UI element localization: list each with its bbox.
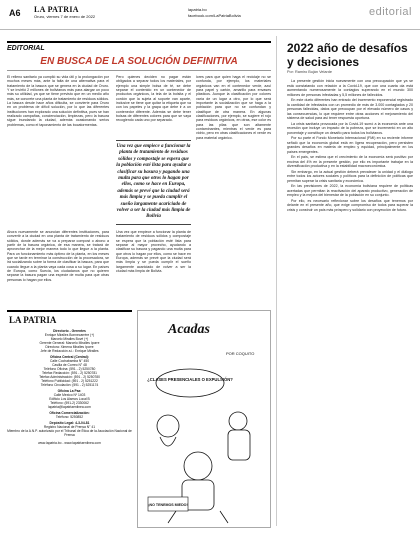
article-paragraph: En este duelo diferentes han entrado del incremento exponencial registrado la cantidad de infectados con un promedio de más de 3.000 contagiados y 20 personas fallecidas, datos que preocupan por el elevado número de casos y las consecuencias, lo que requiere entre otras acciones el mejoramiento del sistema de salud para así tener respuesta oportuna. [287,98,413,120]
editorial-paragraph: lores para que quien haga el reciclaje no se confunda, por ejemplo, los materiales orgánicos van en el contenedor verde, azul para papel y cartón, amarillo para envases plásticos. Aunque la clasificación por colores varía de un lugar a otro, por lo que será importante la socialización que se haga a la población para que no se confundan y clasifique de otra manera. En algunas clasificaciones, por ejemplo, se sugiere el rojo para residuos orgánicos, en otras, ese color es para las pilas que son altamente contaminantes, mientras el verde es para vidrio, pero en otras clasificaciones el verde es para material orgánico. [196,75,271,140]
article-author: Por: Ramiro Buján Velarde [287,70,332,74]
editorial-paragraph: El relleno sanitario ya cumplió su vida útil y la prolongación por muchos meses más, ante la falta de una alternativa para el tratamiento de la basura que se genera en la ciudad de Oruro. Y se invirtió 2 millones de bolivianos más para alargar un poco más su utilidad, ya que se tiene previsto que en un medio año más, se concrete una planta de tratamiento de residuos sólidos. La basura desde hace años dificulta, se convierte para Oruro en un problema de difícil solución, por lo que las diferentes instituciones han explorado una solución definitiva, pues se han realizado campañas, concienciación, limpiezas, pero la basura sigue inundando la ciudad, además ocasionando serios problemas, como el taponamiento de las bocatormentas. [7,75,109,127]
editorial-paragraph: Una vez que empiece a funcionar la planta de tratamiento de residuos sólidos y compostaje se espera que la población esté lista para separar al mayor provecho, ayudando a clasificar su basura y pagando una multa para que otros lo hagan por ellos, como se hace en Europa, además se prevé que la ciudad será más limpia y se pueda cumplir el sueño largamente acariciado de volver a ser la ciudad más limpia de Bolivia. [116,230,191,274]
masthead-section-heading: Oficina Comercialización: [49,411,90,415]
cartoon-author: POR COQUITO [226,351,255,356]
masthead-footer: www.lapatria.bo - www.lapatriaenlinea.com [38,441,101,445]
editorial-title: EN BUSCA DE LA SOLUCIÓN DEFINITIVA [7,56,271,71]
column-divider [276,36,277,526]
masthead-section-heading: Directorio - Gerentes [53,329,86,333]
editorial-label: EDITORIAL [7,45,45,52]
cartoon-illustration [138,311,272,529]
editorial-column-2b [116,230,191,274]
cartoon-brand: Acadas [168,322,210,337]
masthead-line: Casilla de Correo N° 48 [52,363,87,367]
speech-bubble-text: ¿CLASES PRESENCIALES O EXPULSIÓN? [147,377,233,382]
masthead-box [7,310,132,528]
masthead-line: lapatria@lapatriaenlinea.com [48,405,91,409]
article-paragraph: En el país, se estima que el crecimiento de la economía será positivo por encima del 4% en la presente gestión, por ello es importante trabajar en la diversificación productiva y en la estabilidad macroeconómica. [287,155,413,168]
editorial-paragraph: Pero quienes deciden no pagar están obligados a separar todos los materiales, por ejemplo una simple bolsa de té, se debe separar el contenido en un contenedor de productos orgánicos, la tela de la bolsita y el cordón que la sujeta al soporte van aparte, inclusive se tiene que quitar la etiqueta que va con los papeles y la grapa que debe ir a un contenedor diferente. Además se debe tener bolsas de diferentes colores para que se vaya recogiendo cada uno por separado. [116,75,191,123]
masthead-line: Jefe de Redacción a.i.: Enrique Miralles [40,349,99,353]
page-header [0,0,420,30]
masthead-line: Telefax Administración: (591 - 2) 5250780 [39,375,100,379]
article-paragraph: Sin embargo, en la actual gestión deberá prevalecer la unidad y el diálogo entre todos los actores sociales y políticos para la definición de políticas que permitan superar la crisis sanitaria y económica. [287,169,413,183]
sign-text: ¡NO TENEMOS MIEDO! [148,503,188,507]
masthead-line: Directora: Ximena Miralles Iporre [45,345,94,349]
masthead-section-heading: Oficina Central (Central): [49,355,90,359]
site-link[interactable]: lapatria.bo [188,7,207,12]
article-paragraph: La presente gestión inicia nuevamente con una preocupación que ya se está constatando con relación a la Covid-19, que con una cuarta ola está aumentando numerosamente la contagios superando en el mundo 300 millones de personas infectadas y 5,5 millones de fallecidos. [287,79,413,97]
article-paragraph: La crisis sanitaria provocada por la Covid-19 sumó a la economía ante una recesión que incluye un impacto de la pobreza, que se incrementó en un alto porcentaje y constituye un desafío para todos los bolivianos. [287,121,413,135]
editorial-column-2 [116,75,191,124]
masthead-line: Depósito Legal: 4-3-04-81 [49,421,90,425]
masthead-line: Calle Cochabamba N° 450 [49,359,90,363]
masthead-line: Teléfono Oficina: (591 - 2) 5250780 [43,367,96,371]
social-link[interactable]: facebook.com/LaPatriaBolivia [188,13,241,18]
masthead-line: Teléfono: (591-2) 2330062 [50,401,89,405]
cartoon-panel [137,310,271,528]
article-body [287,79,413,213]
article-paragraph: Por su parte el Fondo Monetario Internacional (FMI) en su reciente informe señaló que la economía global está en ligera recuperación, pero persisten grandes desafíos en materia de empleo y equidad, principalmente en los países emergentes. [287,136,413,154]
editorial-column-1 [7,75,109,128]
page-number: A6 [9,8,21,18]
masthead-line: Registro Nacional de Prensa N° 41 [43,425,96,429]
masthead-line: Gerente General: Marcelo Miralles Iporre [39,341,100,345]
editorial-column-3 [196,75,271,141]
article-paragraph: En las previsiones de 2022, la economía boliviana requiere de políticas acertadas que permitan la reactivación del aparato productivo, generación de empleo y la mejora del bienestar de la población en su conjunto. [287,184,413,197]
masthead-title: LA PATRIA [9,315,57,325]
masthead-line: Teléfono Publicidad: (591 - 2) 5251222 [41,379,98,383]
editorial-paragraph: Ahora nuevamente se anuncian diferentes instituciones, para convertir a la ciudad en una planta de tratamiento de residuos sólidos, donde además se va a preparar compost o abono a partir de la basura orgánica, de esa manera, se tratará de aprovechar de la mejor manera todo lo que llegue a la planta. Para un funcionamiento más óptimo de la planta, en los meses que se tarde en terminar la construcción de la procesadora, se irá socializando sobre la forma de clasificar la basura, para que cuando llegue a la planta vaya cada cosa a su lugar. En países de Europa, como Suecia, los ciudadanos que no quieren separar la basura pagan una especie de multa para que otras personas lo hagan por ellos. [7,230,109,282]
masthead-line: Teléfono Circulación: (591 - 2) 5251174 [40,383,99,387]
masthead-line: Marcelo Miralles Bové (+) [50,337,89,341]
masthead-line: Teléfono: 5250852 [55,415,84,419]
article-title: 2022 año de desafíos y decisiones [287,41,408,69]
section-name: editorial [368,6,412,18]
issue-date: Oruro, viernes 7 de enero de 2022 [34,14,96,19]
masthead-line: Edificio Los Alamos Local B [49,397,90,401]
brand-name: LA PATRIA [34,5,79,14]
masthead-line: Telefax Redacción: (591 - 2) 5250781 [42,371,97,375]
editorial-heading [7,41,271,71]
masthead-line: Miembro de la A.N.P. autorizado por el Tribunal de Ética de la Asociación Nacional de Prensa [7,429,132,437]
article-paragraph: Por ello, es necesario reflexionar sobre los desafíos que tenemos por delante en el presente año, que exige compromiso de todos para superar la crisis y construir un país más próspero y solidario con proyección de futuro. [287,198,413,212]
editorial-column-1b [7,230,109,283]
masthead-line: Enrique Miralles Bonnecarrère (+) [44,333,95,337]
masthead-line: Calle Mexico Nº 1403 [53,393,86,397]
masthead-section-heading: Oficina La Paz: [57,389,82,393]
pull-quote: Una vez que empiece a funcionar la planta de tratamiento de residuos sólidos y compostaje se espera que la población esté lista para ayudar a clasificar su basura y pagando una multa para que otros lo hagan por ellos, como se hace en Europa, además se prevé que la ciudad será más limpia y se pueda cumplir el sueño largamente acariciado de volver a ser la ciudad más limpia de Bolivia [116,140,191,225]
speech-bubble [156,369,224,397]
